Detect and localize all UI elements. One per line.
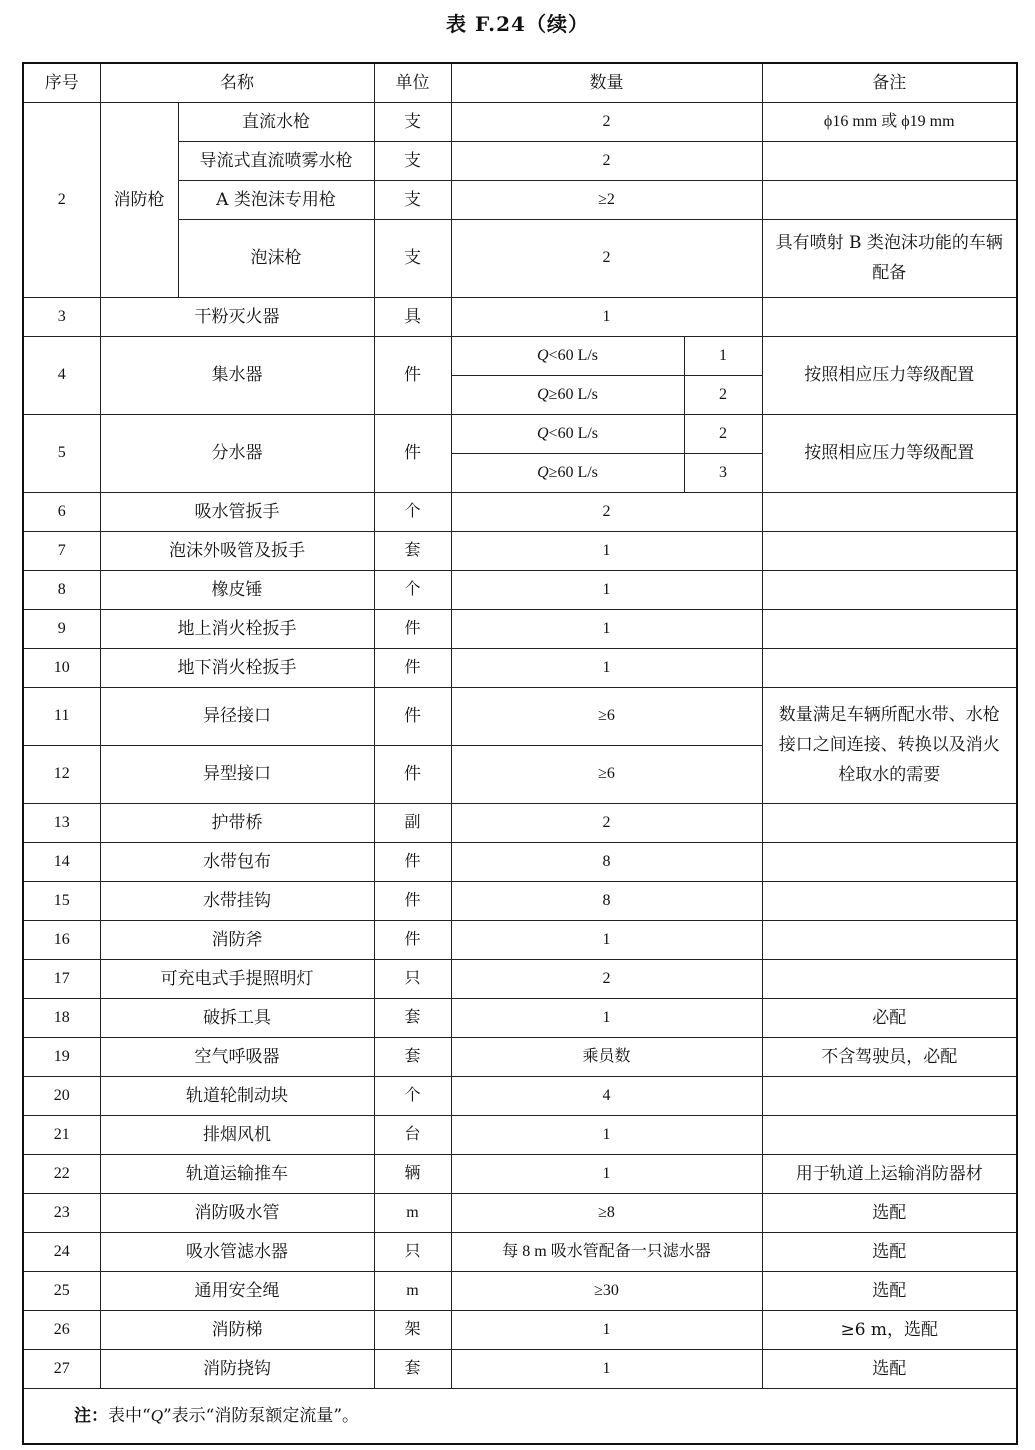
seq-cell: 4 — [23, 336, 100, 414]
unit-cell: 件 — [374, 687, 451, 745]
qty-cell: ≥6 — [451, 687, 762, 745]
name-cell: 地下消火栓扳手 — [100, 648, 374, 687]
header-qty: 数量 — [451, 63, 762, 102]
seq-cell: 20 — [23, 1076, 100, 1115]
remark-cell: 具有喷射 B 类泡沫功能的车辆配备 — [762, 219, 1017, 297]
q-symbol: Q — [536, 346, 549, 364]
unit-cell: 支 — [374, 219, 451, 297]
seq-cell: 3 — [23, 297, 100, 336]
qty-cell: 每 8 m 吸水管配备一只滤水器 — [451, 1232, 762, 1271]
table-row — [23, 842, 1017, 881]
seq-cell: 14 — [23, 842, 100, 881]
name-cell: 导流式直流喷雾水枪 — [178, 141, 374, 180]
remark-cell: 按照相应压力等级配置 — [762, 336, 1017, 414]
name-cell: 轨道轮制动块 — [100, 1076, 374, 1115]
remark-cell: ϕ16 mm 或 ϕ19 mm — [762, 102, 1017, 141]
seq-cell: 23 — [23, 1193, 100, 1232]
remark-cell — [762, 141, 1017, 180]
seq-cell: 8 — [23, 570, 100, 609]
table-row — [23, 1232, 1017, 1271]
qty-cell: 2 — [451, 102, 762, 141]
unit-cell: m — [374, 1193, 451, 1232]
flow-condition-cell — [451, 414, 684, 453]
table-row — [23, 1349, 1017, 1388]
name-cell: 干粉灭火器 — [100, 297, 374, 336]
qty-cell: 2 — [451, 959, 762, 998]
q-symbol: Q — [536, 424, 549, 442]
name-cell: 直流水枪 — [178, 102, 374, 141]
table-row — [23, 414, 1017, 453]
seq-cell: 9 — [23, 609, 100, 648]
table-row — [23, 531, 1017, 570]
unit-cell: 件 — [374, 842, 451, 881]
table-title: 表 F.24（续） — [446, 12, 589, 36]
qty-cell: ≥2 — [451, 180, 762, 219]
name-cell: 护带桥 — [100, 803, 374, 842]
table-row — [23, 998, 1017, 1037]
remark-cell — [762, 1115, 1017, 1154]
seq-cell: 26 — [23, 1310, 100, 1349]
flow-condition-cell — [451, 453, 684, 492]
seq-cell: 16 — [23, 920, 100, 959]
unit-cell: 个 — [374, 1076, 451, 1115]
flow-condition-cell — [451, 336, 684, 375]
q-symbol: Q — [537, 385, 549, 403]
remark-cell: 选配 — [762, 1349, 1017, 1388]
remark-cell — [762, 1076, 1017, 1115]
qty-cell: 1 — [451, 570, 762, 609]
note-cell — [23, 1388, 1017, 1444]
unit-cell: 件 — [374, 881, 451, 920]
qty-cell: 1 — [451, 1349, 762, 1388]
qty-cell: 1 — [451, 920, 762, 959]
seq-cell: 19 — [23, 1037, 100, 1076]
table-row — [23, 1193, 1017, 1232]
qty-cell: 1 — [451, 531, 762, 570]
header-row — [23, 63, 1017, 102]
table-row — [23, 1271, 1017, 1310]
table-row — [23, 297, 1017, 336]
name-cell: 泡沫外吸管及扳手 — [100, 531, 374, 570]
remark-cell — [762, 297, 1017, 336]
qty-cell: 8 — [451, 881, 762, 920]
table-row — [23, 959, 1017, 998]
unit-cell: 套 — [374, 531, 451, 570]
unit-cell: 台 — [374, 1115, 451, 1154]
table-row — [23, 102, 1017, 141]
unit-cell: 辆 — [374, 1154, 451, 1193]
remark-cell: 按照相应压力等级配置 — [762, 414, 1017, 492]
name-cell: 集水器 — [100, 336, 374, 414]
remark-cell — [762, 803, 1017, 842]
unit-cell: 只 — [374, 1232, 451, 1271]
qty-cell: 1 — [451, 1115, 762, 1154]
seq-cell: 5 — [23, 414, 100, 492]
seq-cell: 12 — [23, 745, 100, 803]
table-row — [23, 1076, 1017, 1115]
name-cell: 水带包布 — [100, 842, 374, 881]
table-row — [23, 920, 1017, 959]
table-row — [23, 1154, 1017, 1193]
table-row — [23, 570, 1017, 609]
seq-cell: 25 — [23, 1271, 100, 1310]
name-cell: 水带挂钩 — [100, 881, 374, 920]
remark-cell — [762, 570, 1017, 609]
remark-cell — [762, 531, 1017, 570]
seq-cell: 2 — [23, 102, 100, 297]
name-cell: 轨道运输推车 — [100, 1154, 374, 1193]
flow-condition-cell — [451, 375, 684, 414]
remark-cell — [762, 959, 1017, 998]
qty-cell: 1 — [451, 297, 762, 336]
table-row — [23, 609, 1017, 648]
seq-cell: 10 — [23, 648, 100, 687]
table-row — [23, 1115, 1017, 1154]
seq-cell: 24 — [23, 1232, 100, 1271]
name-cell: 破拆工具 — [100, 998, 374, 1037]
note-text-pre: 表中“ — [108, 1405, 151, 1426]
remark-cell: 数量满足车辆所配水带、水枪接口之间连接、转换以及消火栓取水的需要 — [762, 687, 1017, 803]
table-row — [23, 336, 1017, 375]
remark-cell: 用于轨道上运输消防器材 — [762, 1154, 1017, 1193]
unit-cell: 件 — [374, 745, 451, 803]
table-row — [23, 648, 1017, 687]
unit-cell: 支 — [374, 102, 451, 141]
note-row — [23, 1388, 1017, 1444]
name-cell: 吸水管扳手 — [100, 492, 374, 531]
qty-cell: ≥6 — [451, 745, 762, 803]
unit-cell: 支 — [374, 180, 451, 219]
note-q-symbol: Q — [150, 1405, 163, 1425]
unit-cell: 套 — [374, 1349, 451, 1388]
header-remark: 备注 — [762, 63, 1017, 102]
remark-cell: 不含驾驶员，必配 — [762, 1037, 1017, 1076]
unit-cell: m — [374, 1271, 451, 1310]
unit-cell: 件 — [374, 414, 451, 492]
name-cell: 消防挠钩 — [100, 1349, 374, 1388]
name-cell: 空气呼吸器 — [100, 1037, 374, 1076]
qty-cell: 1 — [451, 1154, 762, 1193]
name-cell: 消防梯 — [100, 1310, 374, 1349]
table-row — [23, 1037, 1017, 1076]
seq-cell: 18 — [23, 998, 100, 1037]
unit-cell: 个 — [374, 570, 451, 609]
qty-cell: 2 — [684, 414, 762, 453]
qty-cell: 2 — [684, 375, 762, 414]
seq-cell: 27 — [23, 1349, 100, 1388]
name-cell: A 类泡沫专用枪 — [178, 180, 374, 219]
header-unit: 单位 — [374, 63, 451, 102]
unit-cell: 只 — [374, 959, 451, 998]
name-cell: 泡沫枪 — [178, 219, 374, 297]
flow-condition-text: <60 L/s — [548, 424, 599, 442]
unit-cell: 支 — [374, 141, 451, 180]
remark-cell — [762, 180, 1017, 219]
qty-cell: 1 — [684, 336, 762, 375]
seq-cell: 13 — [23, 803, 100, 842]
qty-cell: 8 — [451, 842, 762, 881]
seq-cell: 6 — [23, 492, 100, 531]
remark-cell: 选配 — [762, 1271, 1017, 1310]
table-row — [23, 803, 1017, 842]
qty-cell: 2 — [451, 803, 762, 842]
seq-cell: 11 — [23, 687, 100, 745]
unit-cell: 副 — [374, 803, 451, 842]
unit-cell: 件 — [374, 648, 451, 687]
unit-cell: 套 — [374, 998, 451, 1037]
note-text-post: ”表示“消防泵额定流量”。 — [162, 1405, 360, 1426]
remark-cell: 选配 — [762, 1232, 1017, 1271]
qty-cell: 3 — [684, 453, 762, 492]
name-cell: 消防斧 — [100, 920, 374, 959]
qty-cell: 4 — [451, 1076, 762, 1115]
remark-cell — [762, 648, 1017, 687]
qty-cell: 1 — [451, 998, 762, 1037]
name-cell: 异型接口 — [100, 745, 374, 803]
flow-condition-text: <60 L/s — [548, 346, 599, 364]
qty-cell: 2 — [451, 492, 762, 531]
header-name: 名称 — [100, 63, 374, 102]
category-cell: 消防枪 — [100, 102, 178, 297]
remark-cell — [762, 881, 1017, 920]
unit-cell: 件 — [374, 609, 451, 648]
flow-condition-text: ≥60 L/s — [548, 385, 598, 403]
seq-cell: 17 — [23, 959, 100, 998]
flow-condition-text: ≥60 L/s — [548, 463, 598, 481]
name-cell: 异径接口 — [100, 687, 374, 745]
qty-cell: 2 — [451, 219, 762, 297]
note-label: 注： — [74, 1405, 108, 1426]
unit-cell: 个 — [374, 492, 451, 531]
header-seq: 序号 — [23, 63, 100, 102]
table-row — [23, 687, 1017, 745]
name-cell: 可充电式手提照明灯 — [100, 959, 374, 998]
table-row — [23, 492, 1017, 531]
qty-cell: 2 — [451, 141, 762, 180]
name-cell: 排烟风机 — [100, 1115, 374, 1154]
qty-cell: 1 — [451, 1310, 762, 1349]
name-cell: 吸水管滤水器 — [100, 1232, 374, 1271]
name-cell: 消防吸水管 — [100, 1193, 374, 1232]
seq-cell: 15 — [23, 881, 100, 920]
unit-cell: 套 — [374, 1037, 451, 1076]
remark-cell — [762, 609, 1017, 648]
unit-cell: 架 — [374, 1310, 451, 1349]
table-row — [23, 1310, 1017, 1349]
remark-cell — [762, 492, 1017, 531]
remark-cell — [762, 842, 1017, 881]
name-cell: 橡皮锤 — [100, 570, 374, 609]
seq-cell: 7 — [23, 531, 100, 570]
remark-cell — [762, 920, 1017, 959]
name-cell: 通用安全绳 — [100, 1271, 374, 1310]
qty-cell: 1 — [451, 648, 762, 687]
remark-cell: 必配 — [762, 998, 1017, 1037]
seq-cell: 21 — [23, 1115, 100, 1154]
qty-cell: ≥8 — [451, 1193, 762, 1232]
qty-cell: 乘员数 — [451, 1037, 762, 1076]
table-row — [23, 881, 1017, 920]
unit-cell: 件 — [374, 920, 451, 959]
unit-cell: 件 — [374, 336, 451, 414]
remark-cell: 选配 — [762, 1193, 1017, 1232]
qty-cell: ≥30 — [451, 1271, 762, 1310]
unit-cell: 具 — [374, 297, 451, 336]
name-cell: 分水器 — [100, 414, 374, 492]
q-symbol: Q — [537, 463, 549, 481]
name-cell: 地上消火栓扳手 — [100, 609, 374, 648]
remark-cell: ≥6 m，选配 — [762, 1310, 1017, 1349]
qty-cell: 1 — [451, 609, 762, 648]
equipment-table — [22, 62, 1018, 1445]
seq-cell: 22 — [23, 1154, 100, 1193]
